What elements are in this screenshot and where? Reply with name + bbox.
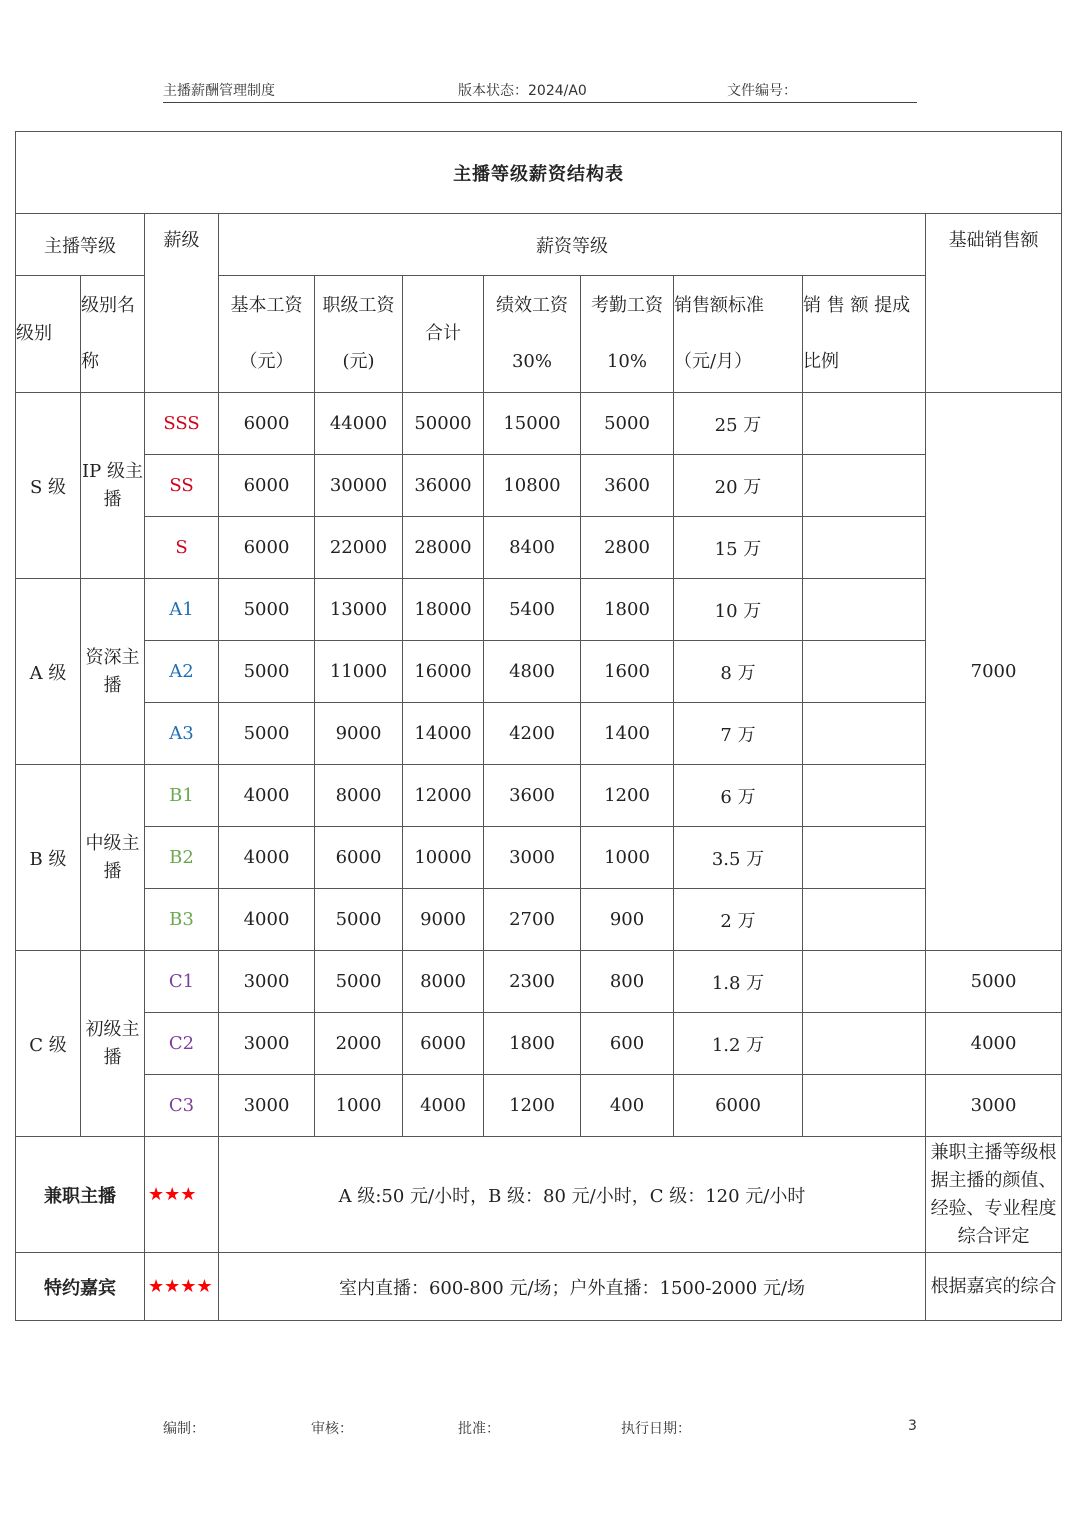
attend-pay-cell: 2800 <box>581 517 674 579</box>
perf-pay-cell: 3600 <box>484 765 581 827</box>
table-row <box>16 703 1062 765</box>
commission-cell <box>803 641 926 703</box>
header-perf-pay: 绩效工资 30% <box>484 276 581 393</box>
table-row <box>16 517 1062 579</box>
rank-pay-cell: 5000 <box>315 951 403 1013</box>
rank-pay-cell: 1000 <box>315 1075 403 1137</box>
base-pay-cell: 5000 <box>219 703 315 765</box>
header-rank-pay: 职级工资(元) <box>315 276 403 393</box>
sales-target-cell: 2 万 <box>674 889 803 951</box>
perf-pay-cell: 2700 <box>484 889 581 951</box>
guest-label: 特约嘉宾 <box>16 1253 145 1321</box>
attend-pay-cell: 1600 <box>581 641 674 703</box>
total-cell: 6000 <box>403 1013 484 1075</box>
salary-tier-cell: A3 <box>145 703 219 765</box>
perf-pay-cell: 4800 <box>484 641 581 703</box>
base-pay-cell: 4000 <box>219 889 315 951</box>
salary-tier-cell: B1 <box>145 765 219 827</box>
part-time-label: 兼职主播 <box>16 1137 145 1253</box>
page-number: 3 <box>908 1418 917 1434</box>
base-pay-cell: 6000 <box>219 455 315 517</box>
base-sales-cell: 3000 <box>926 1075 1062 1137</box>
sales-target-cell: 8 万 <box>674 641 803 703</box>
guest-rates: 室内直播：600-800 元/场；户外直播：1500-2000 元/场 <box>219 1253 926 1321</box>
sales-target-cell: 15 万 <box>674 517 803 579</box>
sales-target-cell: 1.8 万 <box>674 951 803 1013</box>
commission-cell <box>803 765 926 827</box>
rank-pay-cell: 11000 <box>315 641 403 703</box>
base-sales-cell: 4000 <box>926 1013 1062 1075</box>
rank-pay-cell: 30000 <box>315 455 403 517</box>
file-number: 文件编号： <box>727 83 797 99</box>
attend-pay-cell: 900 <box>581 889 674 951</box>
table-row <box>16 889 1062 951</box>
header-salary-level: 薪资等级 <box>219 214 926 276</box>
total-cell: 16000 <box>403 641 484 703</box>
rank-pay-cell: 6000 <box>315 827 403 889</box>
level-cell: C 级 <box>16 951 81 1137</box>
version-status: 版本状态：2024/A0 <box>458 83 587 99</box>
commission-cell <box>803 1075 926 1137</box>
table-title: 主播等级薪资结构表 <box>16 132 1062 214</box>
level-cell: A 级 <box>16 579 81 765</box>
footer-prepared: 编制： <box>163 1421 205 1437</box>
commission-cell <box>803 1013 926 1075</box>
perf-pay-cell: 10800 <box>484 455 581 517</box>
base-pay-cell: 6000 <box>219 393 315 455</box>
rank-pay-cell: 22000 <box>315 517 403 579</box>
header-commission: 销 售 额 提成比例 <box>803 276 926 393</box>
base-pay-cell: 3000 <box>219 1075 315 1137</box>
perf-pay-cell: 15000 <box>484 393 581 455</box>
salary-tier-cell: SSS <box>145 393 219 455</box>
table-row <box>16 579 1062 641</box>
base-pay-cell: 6000 <box>219 517 315 579</box>
guest-note: 根据嘉宾的综合 <box>926 1253 1062 1321</box>
table-row <box>16 1075 1062 1137</box>
header-salary-tier: 薪级 <box>145 214 219 393</box>
base-sales-cell: 5000 <box>926 951 1062 1013</box>
level-name-cell: 资深主播 <box>81 579 145 765</box>
header-level-name: 级别名称 <box>81 276 145 393</box>
perf-pay-cell: 1800 <box>484 1013 581 1075</box>
attend-pay-cell: 5000 <box>581 393 674 455</box>
part-time-note: 兼职主播等级根据主播的颜值、经验、专业程度综合评定 <box>926 1137 1062 1253</box>
page-header <box>163 78 917 103</box>
sales-target-cell: 20 万 <box>674 455 803 517</box>
attend-pay-cell: 1400 <box>581 703 674 765</box>
header-level: 级别 <box>16 276 81 393</box>
salary-tier-cell: B3 <box>145 889 219 951</box>
attend-pay-cell: 1200 <box>581 765 674 827</box>
header-sales-target: 销售额标准（元/月） <box>674 276 803 393</box>
commission-cell <box>803 703 926 765</box>
sales-target-cell: 6000 <box>674 1075 803 1137</box>
total-cell: 14000 <box>403 703 484 765</box>
perf-pay-cell: 3000 <box>484 827 581 889</box>
salary-tier-cell: C3 <box>145 1075 219 1137</box>
salary-tier-cell: B2 <box>145 827 219 889</box>
total-cell: 12000 <box>403 765 484 827</box>
rank-pay-cell: 8000 <box>315 765 403 827</box>
base-sales-shared-cell: 7000 <box>926 393 1062 951</box>
attend-pay-cell: 1800 <box>581 579 674 641</box>
level-name-cell: 中级主播 <box>81 765 145 951</box>
sales-target-cell: 1.2 万 <box>674 1013 803 1075</box>
base-pay-cell: 4000 <box>219 827 315 889</box>
part-time-rates: A 级:50 元/小时，B 级：80 元/小时，C 级：120 元/小时 <box>219 1137 926 1253</box>
commission-cell <box>803 827 926 889</box>
perf-pay-cell: 2300 <box>484 951 581 1013</box>
rank-pay-cell: 44000 <box>315 393 403 455</box>
perf-pay-cell: 8400 <box>484 517 581 579</box>
total-cell: 4000 <box>403 1075 484 1137</box>
rank-pay-cell: 2000 <box>315 1013 403 1075</box>
total-cell: 18000 <box>403 579 484 641</box>
table-row <box>16 951 1062 1013</box>
table-row <box>16 455 1062 517</box>
commission-cell <box>803 889 926 951</box>
salary-tier-cell: A1 <box>145 579 219 641</box>
total-cell: 36000 <box>403 455 484 517</box>
attend-pay-cell: 600 <box>581 1013 674 1075</box>
base-pay-cell: 5000 <box>219 641 315 703</box>
total-cell: 50000 <box>403 393 484 455</box>
header-attend-pay: 考勤工资 10% <box>581 276 674 393</box>
table-row <box>16 641 1062 703</box>
total-cell: 8000 <box>403 951 484 1013</box>
commission-cell <box>803 455 926 517</box>
base-pay-cell: 4000 <box>219 765 315 827</box>
perf-pay-cell: 1200 <box>484 1075 581 1137</box>
commission-cell <box>803 579 926 641</box>
rank-pay-cell: 9000 <box>315 703 403 765</box>
level-name-cell: IP 级主播 <box>81 393 145 579</box>
rank-pay-cell: 5000 <box>315 889 403 951</box>
salary-tier-cell: C2 <box>145 1013 219 1075</box>
total-cell: 10000 <box>403 827 484 889</box>
guest-stars: ★★★★ <box>145 1253 219 1321</box>
salary-tier-cell: SS <box>145 455 219 517</box>
sales-target-cell: 6 万 <box>674 765 803 827</box>
commission-cell <box>803 517 926 579</box>
table-row <box>16 827 1062 889</box>
sales-target-cell: 10 万 <box>674 579 803 641</box>
attend-pay-cell: 1000 <box>581 827 674 889</box>
salary-tier-cell: C1 <box>145 951 219 1013</box>
attend-pay-cell: 400 <box>581 1075 674 1137</box>
header-anchor-level: 主播等级 <box>16 214 145 276</box>
commission-cell <box>803 393 926 455</box>
total-cell: 28000 <box>403 517 484 579</box>
header-total: 合计 <box>403 276 484 393</box>
table-row <box>16 765 1062 827</box>
footer-approved: 批准： <box>458 1421 500 1437</box>
level-cell: S 级 <box>16 393 81 579</box>
table-row <box>16 393 1062 455</box>
level-cell: B 级 <box>16 765 81 951</box>
page-footer <box>163 1418 917 1438</box>
salary-tier-cell: A2 <box>145 641 219 703</box>
part-time-stars: ★★★ <box>145 1137 219 1253</box>
commission-cell <box>803 951 926 1013</box>
attend-pay-cell: 800 <box>581 951 674 1013</box>
rank-pay-cell: 13000 <box>315 579 403 641</box>
perf-pay-cell: 4200 <box>484 703 581 765</box>
total-cell: 9000 <box>403 889 484 951</box>
sales-target-cell: 25 万 <box>674 393 803 455</box>
base-pay-cell: 5000 <box>219 579 315 641</box>
header-base-sales: 基础销售额 <box>926 214 1062 393</box>
footer-effective-date: 执行日期： <box>621 1421 691 1437</box>
footer-reviewed: 审核： <box>311 1421 353 1437</box>
base-pay-cell: 3000 <box>219 1013 315 1075</box>
salary-structure-table <box>15 131 1062 1321</box>
sales-target-cell: 7 万 <box>674 703 803 765</box>
sales-target-cell: 3.5 万 <box>674 827 803 889</box>
base-pay-cell: 3000 <box>219 951 315 1013</box>
level-name-cell: 初级主播 <box>81 951 145 1137</box>
attend-pay-cell: 3600 <box>581 455 674 517</box>
table-row <box>16 1013 1062 1075</box>
perf-pay-cell: 5400 <box>484 579 581 641</box>
header-base-pay: 基本工资（元） <box>219 276 315 393</box>
salary-tier-cell: S <box>145 517 219 579</box>
doc-name: 主播薪酬管理制度 <box>163 83 275 99</box>
